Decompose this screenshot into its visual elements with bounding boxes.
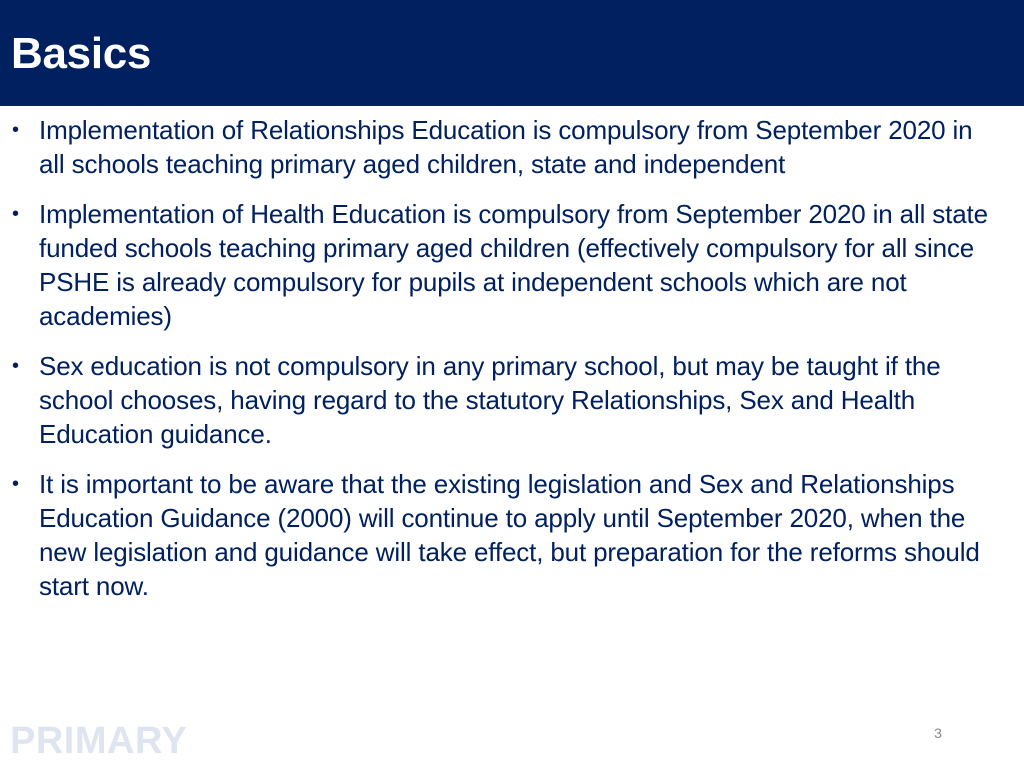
slide-title: Basics [11, 29, 152, 78]
page-number: 3 [934, 725, 942, 741]
bullet-icon: • [12, 355, 19, 377]
bullet-icon: • [12, 473, 19, 495]
bullet-list [12, 113, 1002, 619]
bullet-item-existing-legislation [12, 467, 1002, 603]
bullet-item-sex-education [12, 349, 1002, 451]
bullet-text: Implementation of Health Education is compulsory from September 2020 in all state funded schools teaching primary aged children (effectively compulsory for all since PSHE is already compulsory for pupils at independent schools which are not academies) [39, 199, 988, 331]
footer-brand-watermark: PRIMARY [10, 720, 188, 762]
bullet-item-health-education [12, 197, 1002, 333]
bullet-text: Sex education is not compulsory in any primary school, but may be taught if the school chooses, having regard to the statutory Relationships, Sex and Health Education guidance. [39, 351, 941, 449]
bullet-text: Implementation of Relationships Education is compulsory from September 2020 in all schools teaching primary aged children, state and independent [39, 115, 973, 179]
bullet-icon: • [12, 119, 19, 141]
title-bar [0, 0, 1024, 106]
bullet-icon: • [12, 203, 19, 225]
bullet-item-relationships-education [12, 113, 1002, 181]
bullet-text: It is important to be aware that the existing legislation and Sex and Relationships Education Guidance (2000) will continue to apply until September 2020, when the new legislation and guidance will take effect, but preparation for the reforms should start now. [39, 469, 980, 601]
